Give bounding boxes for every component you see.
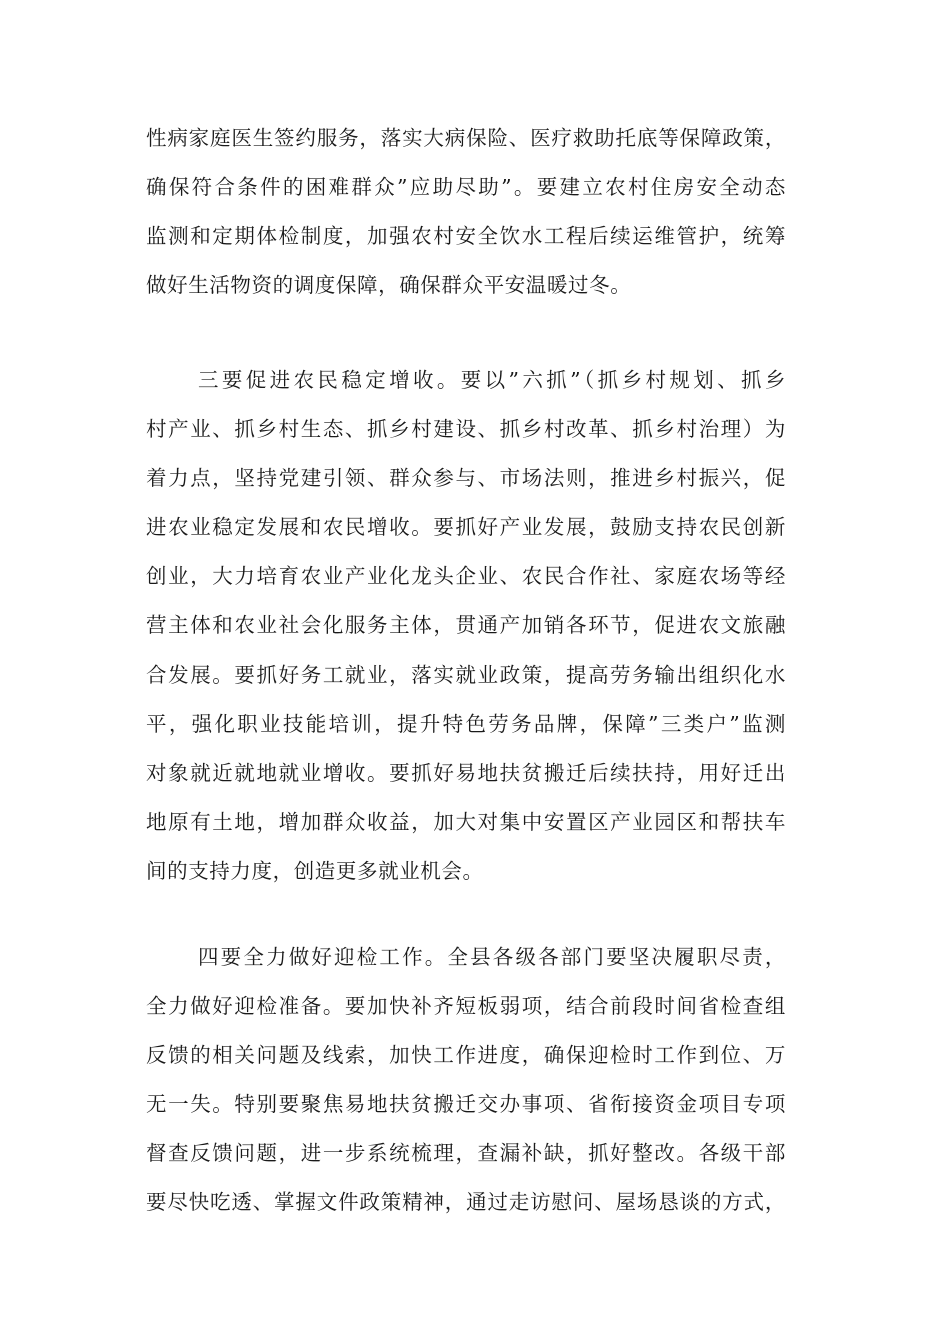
- paragraph-line: 间的支持力度，创造更多就业机会。: [146, 858, 484, 883]
- paragraph-line: 创业，大力培育农业产业化龙头企业、农民合作社、家庭农场等经: [146, 564, 786, 589]
- paragraph-line: 对象就近就地就业增收。要抓好易地扶贫搬迁后续扶持，用好迁出: [146, 760, 786, 785]
- paragraph-line: 性病家庭医生签约服务，落实大病保险、医疗救助托底等保障政策，: [146, 126, 786, 150]
- paragraph-line: 监测和定期体检制度，加强农村安全饮水工程后续运维管护，统筹: [146, 224, 786, 249]
- paragraph-line: 四要全力做好迎检工作。全县各级各部门要坚决履职尽责，: [198, 945, 786, 969]
- paragraph-continuation: [146, 114, 786, 310]
- paragraph-line: 营主体和农业社会化服务主体，贯通产加销各环节，促进农文旅融: [146, 613, 786, 638]
- paragraph-line: 三要促进农民稳定增收。要以”六抓”（抓乡村规划、抓乡: [198, 368, 786, 392]
- paragraph-line: 要尽快吃透、掌握文件政策精神，通过走访慰问、屋场恳谈的方式，: [146, 1190, 786, 1215]
- paragraph-line: 地原有土地，增加群众收益，加大对集中安置区产业园区和帮扶车: [146, 809, 786, 834]
- paragraph-line: 督查反馈问题，进一步系统梳理，查漏补缺，抓好整改。各级干部: [146, 1141, 786, 1166]
- paragraph-line: 确保符合条件的困难群众”应助尽助”。要建立农村住房安全动态: [146, 175, 786, 200]
- paragraph-line: 无一失。特别要聚焦易地扶贫搬迁交办事项、省衔接资金项目专项: [146, 1092, 786, 1117]
- paragraph-line: 平，强化职业技能培训，提升特色劳务品牌，保障”三类户”监测: [146, 711, 786, 736]
- paragraph-line: 合发展。要抓好务工就业，落实就业政策，提高劳务输出组织化水: [146, 662, 786, 687]
- paragraph-line: 做好生活物资的调度保障，确保群众平安温暖过冬。: [146, 273, 632, 298]
- paragraph-line: 着力点，坚持党建引领、群众参与、市场法则，推进乡村振兴，促: [146, 466, 786, 491]
- paragraph-line: 反馈的相关问题及线索，加快工作进度，确保迎检时工作到位、万: [146, 1043, 786, 1068]
- paragraph-line: 全力做好迎检准备。要加快补齐短板弱项，结合前段时间省检查组: [146, 994, 786, 1019]
- paragraph-line: 进农业稳定发展和农民增收。要抓好产业发展，鼓励支持农民创新: [146, 515, 786, 540]
- paragraph-section-four: [146, 933, 786, 1228]
- paragraph-section-three: [146, 356, 786, 896]
- paragraph-line: 村产业、抓乡村生态、抓乡村建设、抓乡村改革、抓乡村治理）为: [146, 417, 786, 442]
